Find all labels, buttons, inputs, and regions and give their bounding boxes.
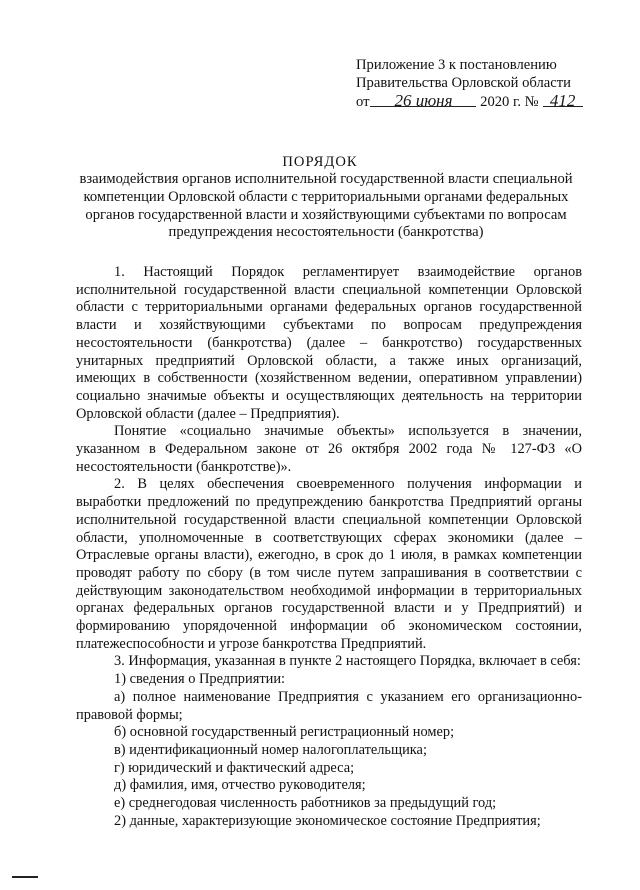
appendix-line-2: Правительства Орловской области [356, 75, 571, 91]
list-item: 2) данные, характеризующие экономическое состояние Предприятия; [114, 812, 541, 829]
list-item: а) полное наименование Предприятия с указанием его организационно-правовой формы; [76, 688, 582, 723]
paragraph: 1. Настоящий Порядок регламентирует взаимодействие органов исполнительной государственной власти специальной компетенции Орловской области с территориальными органами федеральных органов государственной власти и хозяйствующими субъектами по вопросам предупреждения несостоятельности (банкротства) (далее – банкротство) государственных унитарных предприятий Орловской области, а также иных организаций, имеющих в собственности (хозяйственном ведении, оперативном управлении) социально значимые объекты и осуществляющих деятельность на территории Орловской области (далее – Предприятия). [76, 264, 582, 422]
appendix-line-1: Приложение 3 к постановлению [356, 57, 557, 73]
paragraph: Понятие «социально значимые объекты» используется в значении, указанном в Федеральном законе от 26 октября 2002 года № 127-ФЗ «О несостоятельности (банкротстве)». [76, 423, 582, 475]
document-body [76, 264, 582, 831]
page-edge-mark [12, 876, 38, 878]
paragraph: 2. В целях обеспечения своевременного получения информации и выработки предложений по предупреждению банкротства Предприятий органы исполнительной государственной власти специальной компетенции Орловской области, уполномоченные в соответствующих сферах экономики (далее – Отраслевые органы власти), ежегодно, в срок до 1 июля, в рамках компетенции проводят работу по сбору (в том числе путем запрашивания в соответствии с действующим законодательством необходимой информации в территориальных органах федеральных органов государственной власти и у Предприятий) и формированию упорядоченной информации об экономическом состоянии, платежеспособности и угрозе банкротства Предприятий. [76, 476, 582, 652]
list-item: 1) сведения о Предприятии: [114, 671, 286, 688]
handwritten-number: 412 [543, 92, 583, 110]
appendix-date-line [356, 92, 583, 111]
list-item: г) юридический и фактический адреса; [114, 759, 355, 776]
handwritten-date: 26 июня [370, 92, 476, 110]
appendix-header [356, 56, 583, 111]
paragraph: 3. Информация, указанная в пункте 2 настоящего Порядка, включает в себя: [114, 653, 581, 670]
number-sign: № [524, 94, 539, 110]
list-item: е) среднегодовая численность работников за предыдущий год; [114, 795, 497, 812]
list-item: б) основной государственный регистрационный номер; [114, 724, 455, 741]
document-subtitle: взаимодействия органов исполнительной государственной власти специальной компетенции Орловской области с территориальными органами федеральных органов государственной власти и хозяйствующими субъектами по вопросам предупреждения несостоятельности (банкротства) [79, 171, 573, 241]
date-prefix: от [356, 94, 370, 110]
document-title: ПОРЯДОК [282, 154, 358, 170]
list-item: в) идентификационный номер налогоплательщика; [114, 741, 427, 758]
year-text: 2020 г. [480, 94, 521, 110]
list-item: д) фамилия, имя, отчество руководителя; [114, 777, 366, 794]
